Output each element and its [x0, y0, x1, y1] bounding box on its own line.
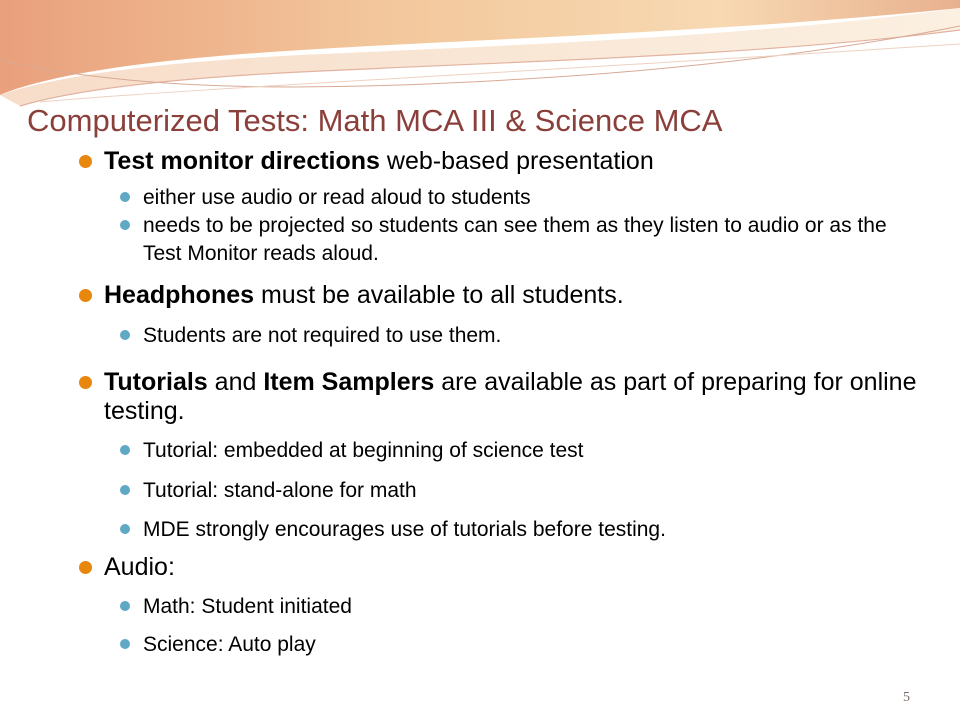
- sub-bullet-dot: [120, 524, 130, 534]
- sub-bullet-text: needs to be projected so students can see them as they listen to audio or as the Test Monitor reads aloud.: [143, 214, 887, 265]
- sub-bullet-mde-encourages: [143, 516, 903, 544]
- sub-bullet-dot: [120, 192, 130, 202]
- sub-bullet-text: Math: Student initiated: [143, 595, 352, 618]
- sub-bullet-dot: [120, 330, 130, 340]
- bullet-tutorials-item-samplers: [104, 368, 934, 426]
- bullet-bold-text: Headphones: [104, 281, 255, 309]
- sub-bullet-dot: [120, 601, 130, 611]
- sub-bullet-science-tutorial: [143, 437, 903, 465]
- sub-bullet-audio-or-read-aloud: [143, 184, 903, 212]
- sub-bullet-projected: [143, 212, 903, 268]
- bullet-dot: [79, 376, 92, 389]
- sub-bullet-text: MDE strongly encourages use of tutorials before testing.: [143, 518, 666, 541]
- bullet-headphones: [104, 281, 934, 310]
- sub-bullet-math-tutorial: [143, 477, 903, 505]
- bullet-dot: [79, 155, 92, 168]
- sub-bullet-science-audio: [143, 631, 903, 659]
- bullet-text: web-based presentation: [379, 147, 654, 175]
- sub-bullet-text: Science: Auto play: [143, 633, 316, 656]
- sub-bullet-text: Tutorial: embedded at beginning of science test: [143, 439, 584, 462]
- bullet-text: Audio:: [104, 553, 175, 581]
- bullet-audio: [104, 553, 934, 582]
- sub-bullet-math-audio: [143, 593, 903, 621]
- sub-bullet-dot: [120, 639, 130, 649]
- bullet-text: must be available to all students.: [254, 281, 624, 309]
- bullet-bold-text: Test monitor directions: [104, 147, 380, 175]
- page-number: 5: [903, 690, 910, 705]
- bullet-dot: [79, 289, 92, 302]
- sub-bullet-dot: [120, 220, 130, 230]
- sub-bullet-dot: [120, 485, 130, 495]
- sub-bullet-text: Students are not required to use them.: [143, 324, 502, 347]
- sub-bullet-text: Tutorial: stand-alone for math: [143, 479, 417, 502]
- bullet-text: and: [207, 368, 264, 396]
- bullet-bold-text: Item Samplers: [263, 368, 435, 396]
- sub-bullet-text: either use audio or read aloud to students: [143, 186, 531, 209]
- sub-bullet-dot: [120, 445, 130, 455]
- bullet-bold-text: Tutorials: [104, 368, 208, 396]
- bullet-dot: [79, 561, 92, 574]
- bullet-test-monitor-directions: [104, 147, 934, 176]
- sub-bullet-not-required: [143, 322, 903, 350]
- slide-title: Computerized Tests: Math MCA III & Science MCA: [27, 103, 723, 138]
- bullet-text: are available as part of preparing for online testing.: [104, 368, 917, 425]
